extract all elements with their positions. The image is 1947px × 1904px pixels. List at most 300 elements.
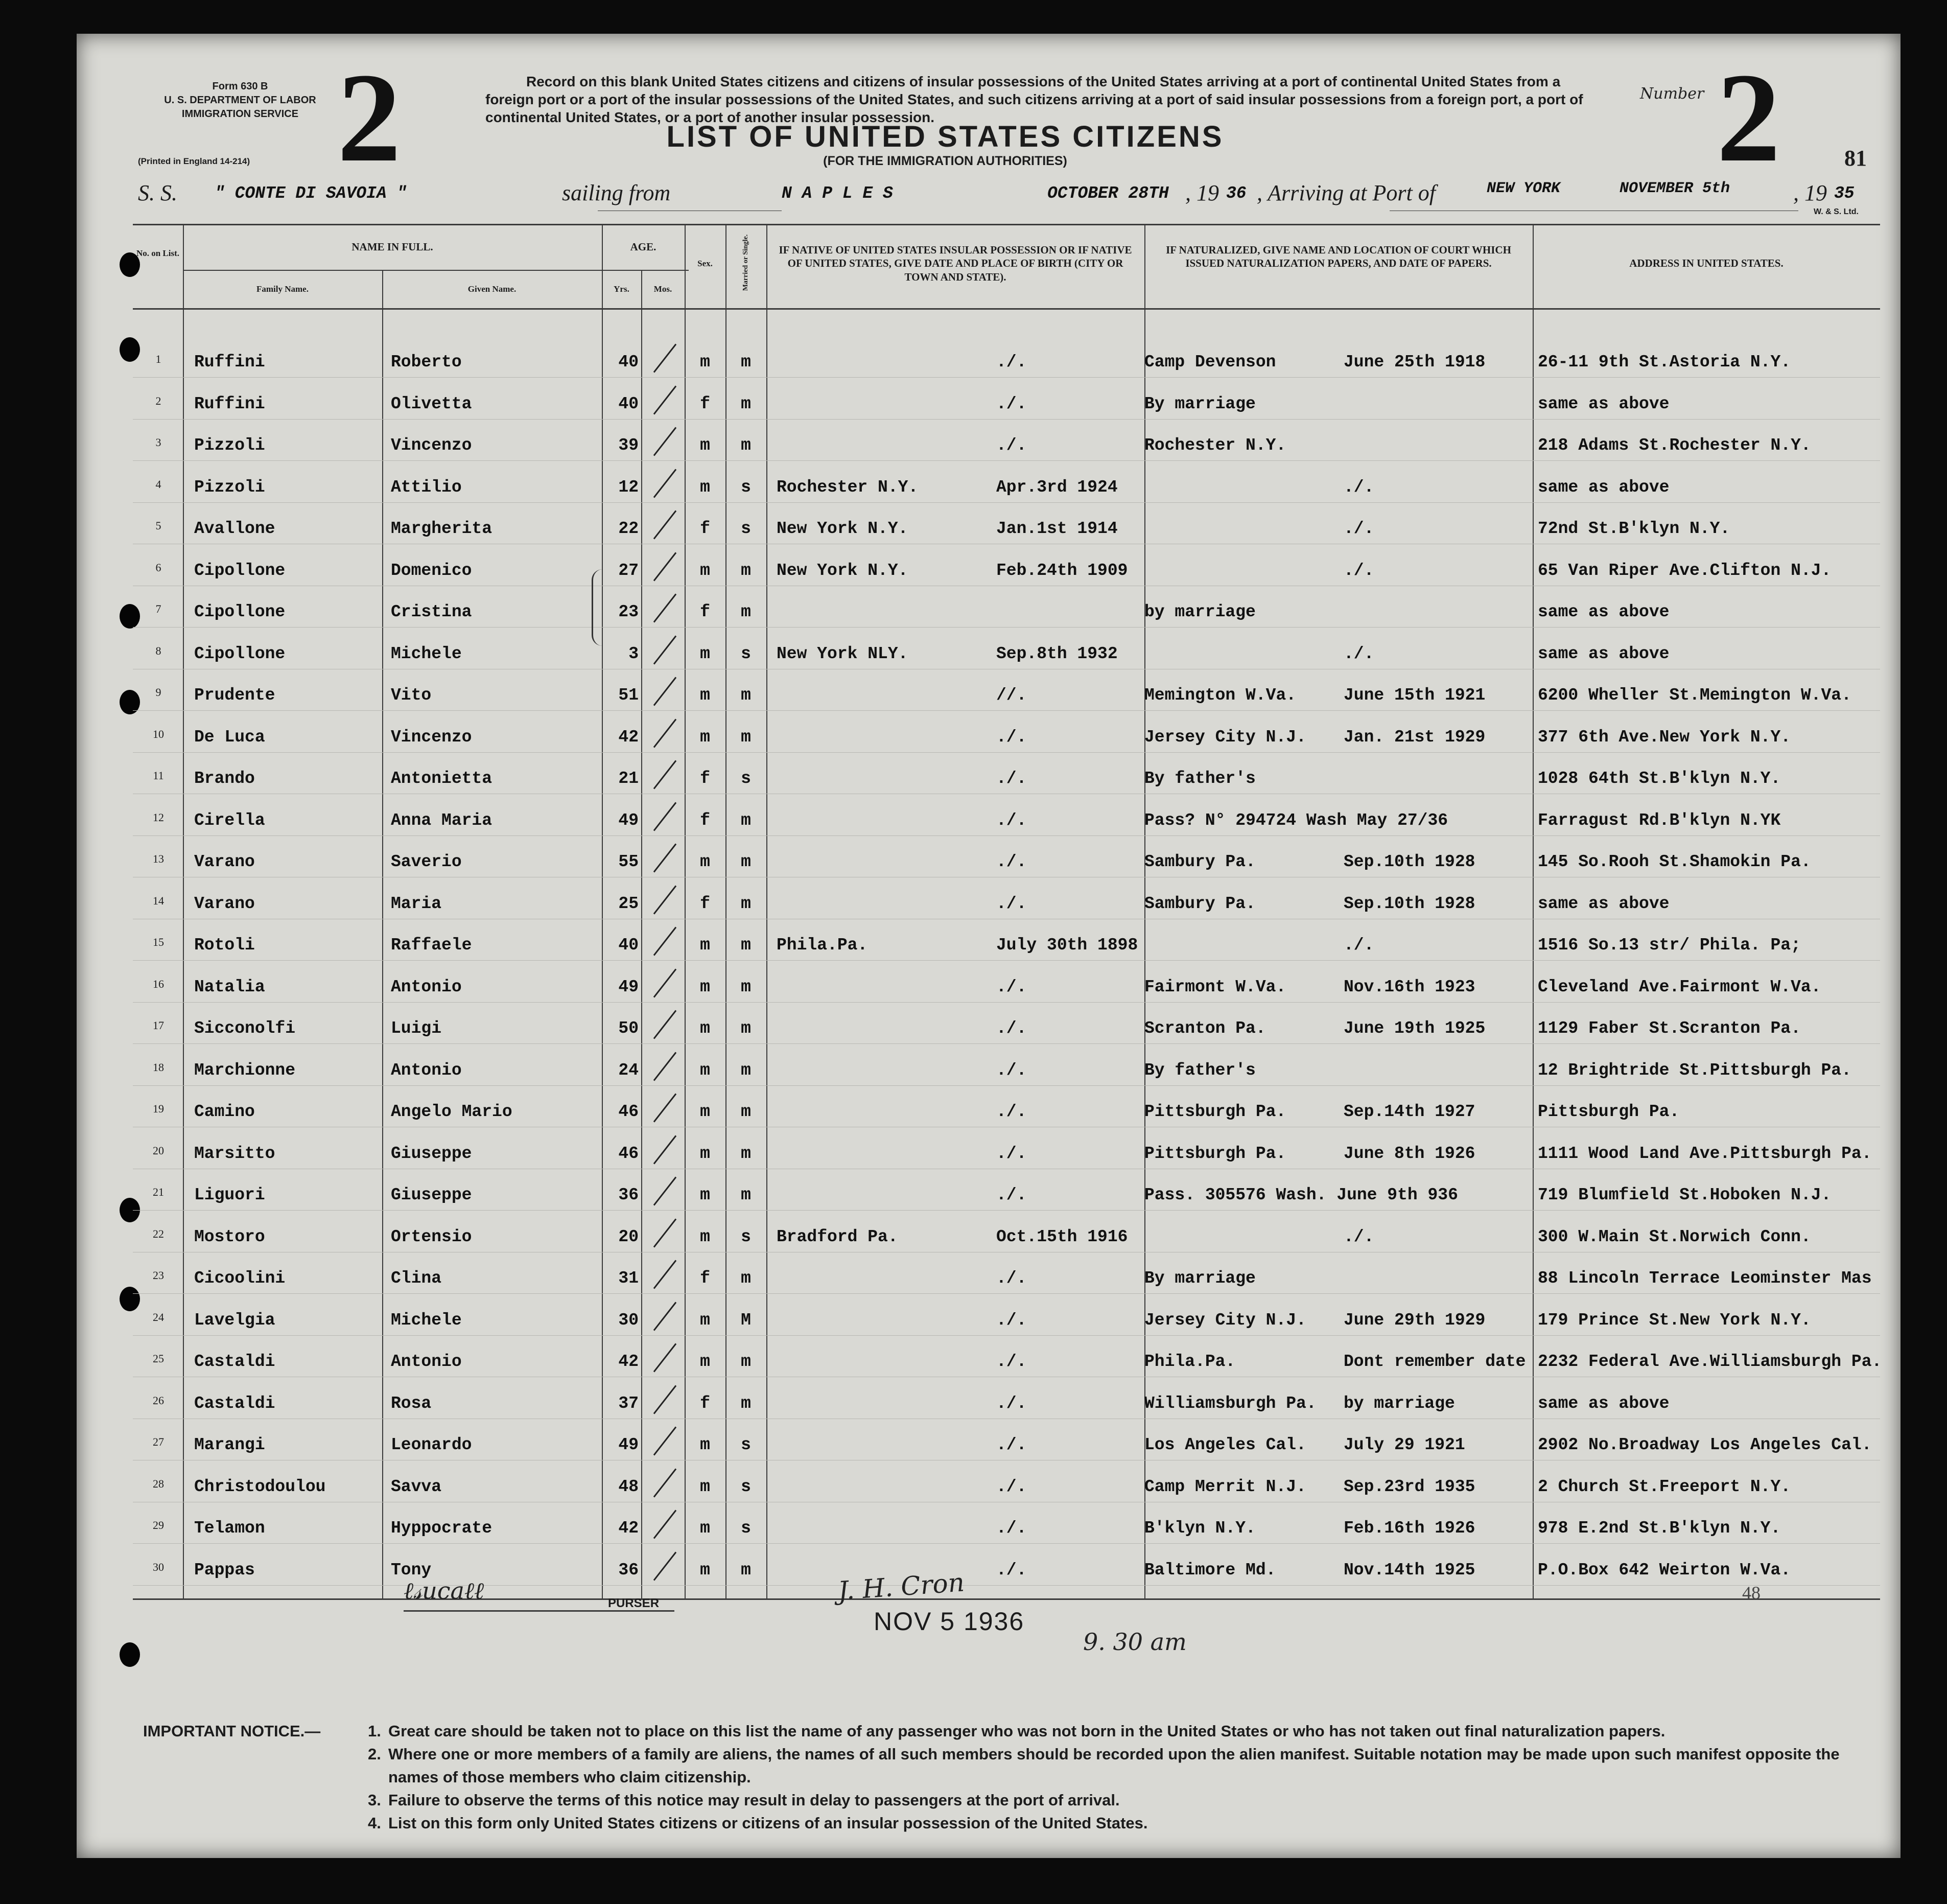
cell-ms: m xyxy=(741,936,751,955)
col-header-married: Married or Single. xyxy=(742,234,749,291)
cell-no: 10 xyxy=(153,727,164,740)
cell-court: Phila.Pa. xyxy=(1144,1352,1236,1371)
cell-family: Cipollone xyxy=(194,561,286,580)
inspector-signature: J. H. Cron xyxy=(837,1567,966,1606)
cell-given: Savva xyxy=(391,1477,442,1496)
cell-sex: m xyxy=(700,1352,710,1371)
cell-address: Farragust Rd.B'klyn N.YK xyxy=(1538,810,1781,830)
notice-item: 1. Great care should be taken not to place on this list the name of any passenger who was not born in the United States or who has not taken out final naturalization papers. xyxy=(368,1722,1665,1740)
cell-court-date: Feb.16th 1926 xyxy=(1344,1519,1475,1538)
cell-family: Telamon xyxy=(194,1519,265,1538)
cell-no: 19 xyxy=(153,1102,164,1115)
check-mark xyxy=(653,677,676,706)
cell-address: Cleveland Ave.Fairmont W.Va. xyxy=(1538,977,1821,996)
cell-family: Rotoli xyxy=(194,936,255,955)
check-mark xyxy=(653,843,676,872)
cell-family: Prudente xyxy=(194,686,275,705)
sail-year: 36 xyxy=(1226,184,1247,203)
cell-no: 23 xyxy=(153,1269,164,1282)
cell-age: 50 xyxy=(618,1019,639,1038)
cell-sex: f xyxy=(700,769,710,788)
cell-sex: m xyxy=(700,936,710,955)
row-rule xyxy=(133,1085,1880,1086)
cell-age: 46 xyxy=(618,1144,639,1163)
notice-item: 4. List on this form only United States citizens or citizens of an insular possession of the United States. xyxy=(368,1814,1148,1832)
cell-ms: m xyxy=(741,1102,751,1121)
check-mark xyxy=(653,718,676,748)
cell-ms: s xyxy=(741,519,751,538)
cell-family: Varano xyxy=(194,894,255,913)
cell-no: 30 xyxy=(153,1560,164,1573)
punch-hole xyxy=(120,1287,140,1311)
cell-ms: m xyxy=(741,1352,751,1371)
cell-court: Pass. 305576 Wash. June 9th 936 xyxy=(1144,1186,1458,1204)
cell-age: 3 xyxy=(628,644,639,663)
cell-court-date: Nov.16th 1923 xyxy=(1344,977,1475,996)
cell-court-date: June 19th 1925 xyxy=(1344,1019,1486,1038)
row-rule xyxy=(133,377,1880,378)
cell-sex: m xyxy=(700,353,710,371)
cell-court-date: June 8th 1926 xyxy=(1344,1144,1475,1163)
cell-given: Antonietta xyxy=(391,769,492,788)
cell-court: Sambury Pa. xyxy=(1144,894,1256,913)
cell-court-date: Sep.23rd 1935 xyxy=(1344,1477,1475,1496)
cell-sex: f xyxy=(700,810,710,830)
cell-address: Pittsburgh Pa. xyxy=(1538,1102,1680,1121)
port-from: N A P L E S xyxy=(782,184,893,203)
cell-sex: m xyxy=(700,1477,710,1496)
printer-mark: W. & S. Ltd. xyxy=(1814,207,1859,216)
cell-address: same as above xyxy=(1538,1394,1670,1413)
row-rule xyxy=(133,1293,1880,1294)
check-mark xyxy=(653,1135,676,1164)
check-mark xyxy=(653,1343,676,1372)
cell-birth-date: ./. xyxy=(996,436,1027,455)
cell-sex: m xyxy=(700,561,710,580)
cell-birth-date: ./. xyxy=(996,977,1027,996)
cell-family: Brando xyxy=(194,769,255,788)
notice-item: 2. Where one or more members of a family are aliens, the names of all such members should be recorded upon the alien manifest. Suitable notation may be made upon such manifest opposite the names of those members who claim citizenship. xyxy=(368,1745,1840,1786)
col-header-sex: Sex. xyxy=(697,259,713,268)
check-mark xyxy=(653,427,676,456)
cell-no: 8 xyxy=(155,644,161,657)
check-mark xyxy=(653,593,676,622)
port-to: NEW YORK xyxy=(1487,180,1561,197)
cell-family: Varano xyxy=(194,852,255,871)
cell-address: 719 Blumfield St.Hoboken N.J. xyxy=(1538,1186,1832,1204)
row-rule xyxy=(133,752,1880,753)
cell-birth-date: Sep.8th 1932 xyxy=(996,644,1118,663)
cell-sex: m xyxy=(700,1102,710,1121)
cell-given: Luigi xyxy=(391,1019,442,1038)
cell-address: same as above xyxy=(1538,644,1670,663)
cell-address: 218 Adams St.Rochester N.Y. xyxy=(1538,436,1811,455)
cell-birth-date: ./. xyxy=(996,353,1027,371)
cell-age: 30 xyxy=(618,1310,639,1330)
family-bracket xyxy=(592,569,602,646)
cell-ms: m xyxy=(741,1560,751,1580)
cell-no: 29 xyxy=(153,1519,164,1531)
cell-family: Pizzoli xyxy=(194,436,265,455)
cell-sex: m xyxy=(700,686,710,705)
cell-ms: s xyxy=(741,1519,751,1538)
cell-no: 15 xyxy=(153,936,164,948)
row-rule xyxy=(133,419,1880,420)
punch-hole xyxy=(120,604,140,629)
cell-court-date: July 29 1921 xyxy=(1344,1435,1465,1454)
cell-family: Cirella xyxy=(194,810,265,830)
cell-birth-date: ./. xyxy=(996,1269,1027,1288)
cell-address: 1129 Faber St.Scranton Pa. xyxy=(1538,1019,1801,1038)
cell-ms: m xyxy=(741,894,751,913)
cell-age: 25 xyxy=(618,894,639,913)
cell-no: 24 xyxy=(153,1310,164,1323)
cell-age: 42 xyxy=(618,1519,639,1538)
cell-given: Vincenzo xyxy=(391,727,472,747)
cell-address: 26-11 9th St.Astoria N.Y. xyxy=(1538,353,1791,371)
cell-court-date: Sep.14th 1927 xyxy=(1344,1102,1475,1121)
cell-birth-date: ./. xyxy=(996,1519,1027,1538)
cell-court: Pittsburgh Pa. xyxy=(1144,1102,1286,1121)
cell-address: 300 W.Main St.Norwich Conn. xyxy=(1538,1227,1811,1246)
arriving-label: , Arriving at Port of xyxy=(1257,180,1436,205)
cell-address: 88 Lincoln Terrace Leominster Mas xyxy=(1538,1269,1872,1288)
cell-age: 42 xyxy=(618,727,639,747)
check-mark xyxy=(653,1302,676,1331)
cell-given: Antonio xyxy=(391,1060,462,1080)
cell-birth-date: ./. xyxy=(996,1310,1027,1330)
cell-address: 145 So.Rooh St.Shamokin Pa. xyxy=(1538,852,1811,871)
cell-sex: m xyxy=(700,436,710,455)
cell-sex: f xyxy=(700,1394,710,1413)
cell-sex: m xyxy=(700,727,710,747)
cell-ms: m xyxy=(741,686,751,705)
cell-family: Cipollone xyxy=(194,602,286,621)
cell-address: 978 E.2nd St.B'klyn N.Y. xyxy=(1538,1519,1781,1538)
check-mark xyxy=(653,968,676,997)
printed-in-note: (Printed in England 14-214) xyxy=(138,156,250,166)
cell-ms: m xyxy=(741,353,751,371)
cell-ms: s xyxy=(741,1227,751,1246)
page-number: 81 xyxy=(1844,146,1867,171)
cell-birth-place: New York N.Y. xyxy=(777,561,908,580)
cell-court: Memington W.Va. xyxy=(1144,686,1297,705)
cell-court-date: Nov.14th 1925 xyxy=(1344,1560,1475,1580)
cell-age: 23 xyxy=(618,602,639,621)
check-mark xyxy=(653,343,676,373)
cell-no: 20 xyxy=(153,1144,164,1157)
cell-given: Michele xyxy=(391,1310,462,1330)
cell-age: 40 xyxy=(618,936,639,955)
col-header-address: ADDRESS IN UNITED STATES. xyxy=(1629,257,1784,269)
cell-sex: m xyxy=(700,1560,710,1580)
intro-text: Record on this blank United States citizens and citizens of insular possessions of the United States arriving at a port of continental United States from a foreign port or a port of the insular possessions of the United States, and such citizens arriving at a port of said insular possessions from a foreign port, a port of continental United States, or a port of another insular possession. xyxy=(485,74,1583,125)
form-info xyxy=(153,80,327,121)
cell-age: 36 xyxy=(618,1186,639,1204)
ship-name: " CONTE DI SAVOIA " xyxy=(215,184,407,203)
cell-age: 31 xyxy=(618,1269,639,1288)
check-mark xyxy=(653,385,676,414)
cell-family: Cipollone xyxy=(194,644,286,663)
cell-court: Rochester N.Y. xyxy=(1144,436,1286,455)
cell-court: Scranton Pa. xyxy=(1144,1019,1266,1038)
cell-address: 179 Prince St.New York N.Y. xyxy=(1538,1310,1811,1330)
cell-birth-date: ./. xyxy=(996,394,1027,413)
cell-no: 16 xyxy=(153,977,164,990)
cell-court: By marriage xyxy=(1144,394,1256,413)
arrival-year: 35 xyxy=(1834,184,1855,203)
notice-item: 3. Failure to observe the terms of this notice may result in delay to passengers at the port of arrival. xyxy=(368,1791,1120,1809)
cell-birth-place: Bradford Pa. xyxy=(777,1227,898,1246)
cell-address: 377 6th Ave.New York N.Y. xyxy=(1538,727,1791,747)
cell-given: Roberto xyxy=(391,353,462,371)
cell-given: Saverio xyxy=(391,852,462,871)
cell-family: Christodoulou xyxy=(194,1477,326,1496)
cell-given: Domenico xyxy=(391,561,472,580)
cell-given: Raffaele xyxy=(391,936,472,955)
cell-sex: m xyxy=(700,1519,710,1538)
col-header-family: Family Name. xyxy=(256,284,309,294)
cell-court-date: June 29th 1929 xyxy=(1344,1310,1486,1330)
cell-given: Hyppocrate xyxy=(391,1519,492,1538)
check-mark xyxy=(653,1260,676,1289)
cell-age: 46 xyxy=(618,1102,639,1121)
cell-court: Los Angeles Cal. xyxy=(1144,1435,1306,1454)
received-stamp: NOV 5 1936 xyxy=(874,1607,1025,1636)
check-mark xyxy=(653,760,676,789)
cell-family: Liguori xyxy=(194,1186,265,1204)
cell-no: 13 xyxy=(153,852,164,865)
cell-court: Baltimore Md. xyxy=(1144,1560,1276,1580)
cell-ms: m xyxy=(741,1394,751,1413)
cell-court: by marriage xyxy=(1144,602,1256,621)
check-mark xyxy=(653,635,676,664)
cell-family: De Luca xyxy=(194,727,265,747)
cell-given: Vincenzo xyxy=(391,436,472,455)
cell-age: 40 xyxy=(618,353,639,371)
cell-sex: m xyxy=(700,1310,710,1330)
cell-court: Pass? N° 294724 Wash May 27/36 xyxy=(1144,810,1448,830)
cell-birth-place: New York NLY. xyxy=(777,644,908,663)
cell-address: 6200 Wheller St.Memington W.Va. xyxy=(1538,686,1851,705)
form-number: Form 630 B xyxy=(212,81,268,92)
cell-address: same as above xyxy=(1538,394,1670,413)
cell-no: 21 xyxy=(153,1186,164,1198)
cell-ms: m xyxy=(741,1144,751,1163)
cell-birth-date: ./. xyxy=(996,1019,1027,1038)
cell-family: Castaldi xyxy=(194,1394,275,1413)
cell-court-date: Sep.10th 1928 xyxy=(1344,852,1475,871)
cell-family: Marangi xyxy=(194,1435,265,1454)
cell-address: 1111 Wood Land Ave.Pittsburgh Pa. xyxy=(1538,1144,1872,1163)
cell-birth-date: ./. xyxy=(996,1560,1027,1580)
check-mark xyxy=(653,1468,676,1497)
cell-age: 49 xyxy=(618,1435,639,1454)
cell-court-date: ./. xyxy=(1344,644,1374,663)
cell-address: 12 Brightride St.Pittsburgh Pa. xyxy=(1538,1060,1851,1080)
col-header-age: AGE. xyxy=(630,241,656,253)
cell-birth-date: ./. xyxy=(996,1435,1027,1454)
check-mark xyxy=(653,552,676,581)
check-mark xyxy=(653,1510,676,1539)
cell-birth-place: Phila.Pa. xyxy=(777,936,868,955)
cell-given: Cristina xyxy=(391,602,472,621)
cell-no: 5 xyxy=(155,519,161,532)
cell-address: 1516 So.13 str/ Phila. Pa; xyxy=(1538,936,1801,955)
row-rule xyxy=(133,835,1880,836)
punch-hole xyxy=(120,337,140,362)
cell-family: Marchionne xyxy=(194,1060,296,1080)
cell-court-date: June 25th 1918 xyxy=(1344,353,1486,371)
cell-address: 2 Church St.Freeport N.Y. xyxy=(1538,1477,1791,1496)
cell-age: 51 xyxy=(618,686,639,705)
cell-no: 4 xyxy=(155,477,161,491)
purser-label: PURSER xyxy=(608,1596,660,1610)
cell-no: 7 xyxy=(155,602,161,615)
cell-ms: m xyxy=(741,977,751,996)
cell-age: 55 xyxy=(618,852,639,871)
cell-ms: s xyxy=(741,644,751,663)
big-number-left: 2 xyxy=(337,47,401,189)
cell-no: 27 xyxy=(153,1435,164,1448)
important-notice xyxy=(143,1720,1860,1835)
cell-age: 24 xyxy=(618,1060,639,1080)
cell-no: 26 xyxy=(153,1394,164,1407)
check-mark xyxy=(653,1052,676,1081)
cell-age: 39 xyxy=(618,436,639,455)
cell-court-date: ./. xyxy=(1344,477,1374,497)
cell-address: P.O.Box 642 Weirton W.Va. xyxy=(1538,1560,1791,1580)
cell-given: Giuseppe xyxy=(391,1186,472,1204)
cell-court-date: ./. xyxy=(1344,561,1374,580)
cell-age: 49 xyxy=(618,977,639,996)
sailing-from-label: sailing from xyxy=(562,180,671,205)
cell-ms: M xyxy=(741,1310,751,1330)
cell-sex: m xyxy=(700,477,710,497)
cell-sex: m xyxy=(700,977,710,996)
cell-court-date: ./. xyxy=(1344,519,1374,538)
cell-given: Vito xyxy=(391,686,432,705)
check-mark xyxy=(653,510,676,539)
cell-court: Jersey City N.J. xyxy=(1144,1310,1306,1330)
cell-birth-date: ./. xyxy=(996,1477,1027,1496)
check-mark xyxy=(653,1551,676,1581)
cell-birth-place: New York N.Y. xyxy=(777,519,908,538)
cell-age: 48 xyxy=(618,1477,639,1496)
col-header-name: NAME IN FULL. xyxy=(351,241,433,253)
cell-family: Cicoolini xyxy=(194,1269,286,1288)
cell-court: By father's xyxy=(1144,769,1256,788)
big-number-right: 2 xyxy=(1717,47,1780,189)
row-rule xyxy=(133,502,1880,503)
cell-given: Margherita xyxy=(391,519,492,538)
cell-ms: m xyxy=(741,1269,751,1288)
cell-sex: m xyxy=(700,1186,710,1204)
cell-no: 25 xyxy=(153,1352,164,1365)
cell-address: 2902 No.Broadway Los Angeles Cal. xyxy=(1538,1435,1872,1454)
cell-court-date: Sep.10th 1928 xyxy=(1344,894,1475,913)
check-mark xyxy=(653,1426,676,1455)
cell-address: same as above xyxy=(1538,894,1670,913)
cell-birth-date: Oct.15th 1916 xyxy=(996,1227,1128,1246)
cell-age: 20 xyxy=(618,1227,639,1246)
cell-no: 22 xyxy=(153,1227,164,1240)
cell-sex: m xyxy=(700,1144,710,1163)
cell-family: Pappas xyxy=(194,1560,255,1580)
cell-birth-date: ./. xyxy=(996,1102,1027,1121)
cell-age: 40 xyxy=(618,394,639,413)
cell-ms: m xyxy=(741,436,751,455)
cell-no: 3 xyxy=(155,436,161,449)
cell-birth-date: Feb.24th 1909 xyxy=(996,561,1128,580)
row-rule xyxy=(133,1585,1880,1586)
cell-given: Olivetta xyxy=(391,394,472,413)
cell-family: Sicconolfi xyxy=(194,1019,296,1038)
col-header-birth: IF NATIVE OF UNITED STATES INSULAR POSSESSION OR IF NATIVE OF UNITED STATES, GIVE DATE AND PLACE OF BIRTH (CITY OR TOWN AND STATE). xyxy=(779,244,1132,283)
cell-age: 37 xyxy=(618,1394,639,1413)
cell-court-date: ./. xyxy=(1344,1227,1374,1246)
cell-birth-date: ./. xyxy=(996,727,1027,747)
cell-address: same as above xyxy=(1538,477,1670,497)
col-header-naturalized: IF NATURALIZED, GIVE NAME AND LOCATION OF COURT WHICH ISSUED NATURALIZATION PAPERS, AND DATE OF PAPERS. xyxy=(1166,244,1511,270)
cell-court-date: by marriage xyxy=(1344,1394,1455,1413)
cell-given: Antonio xyxy=(391,1352,462,1371)
cell-birth-date: ./. xyxy=(996,769,1027,788)
cell-family: Marsitto xyxy=(194,1144,275,1163)
cell-no: 18 xyxy=(153,1060,164,1074)
cell-birth-date: Jan.1st 1914 xyxy=(996,519,1118,538)
row-rule xyxy=(133,960,1880,961)
cell-given: Ortensio xyxy=(391,1227,472,1246)
ss-label: S. S. xyxy=(138,180,177,205)
cell-court-date: June 15th 1921 xyxy=(1344,686,1486,705)
cell-birth-date: ./. xyxy=(996,852,1027,871)
cell-sex: m xyxy=(700,1060,710,1080)
cell-birth-date: ./. xyxy=(996,810,1027,830)
cell-age: 36 xyxy=(618,1560,639,1580)
col-header-yrs: Yrs. xyxy=(614,284,629,294)
cell-court-date: ./. xyxy=(1344,936,1374,955)
cell-address: 1028 64th St.B'klyn N.Y. xyxy=(1538,769,1781,788)
cell-sex: m xyxy=(700,1227,710,1246)
row-rule xyxy=(133,1210,1880,1211)
check-mark xyxy=(653,1093,676,1122)
cell-age: 12 xyxy=(618,477,639,497)
cell-ms: s xyxy=(741,477,751,497)
check-mark xyxy=(653,802,676,831)
purser-signature: ℓ𝓈ucaℓℓ xyxy=(404,1577,484,1605)
cell-address: 65 Van Riper Ave.Clifton N.J. xyxy=(1538,561,1832,580)
cell-address: same as above xyxy=(1538,602,1670,621)
cell-ms: m xyxy=(741,1186,751,1204)
cell-family: Ruffini xyxy=(194,353,265,371)
cell-given: Angelo Mario xyxy=(391,1102,512,1121)
cell-sex: f xyxy=(700,894,710,913)
cell-sex: f xyxy=(700,1269,710,1288)
punch-hole xyxy=(120,1642,140,1667)
cell-ms: m xyxy=(741,1060,751,1080)
cell-no: 1 xyxy=(155,353,161,365)
department-line: IMMIGRATION SERVICE xyxy=(181,108,299,120)
cell-birth-date: Apr.3rd 1924 xyxy=(996,477,1118,497)
manifest-page xyxy=(77,34,1901,1858)
year-prefix: , 19 xyxy=(1185,180,1219,205)
hand-time: 9. 30 am xyxy=(1083,1628,1187,1656)
sail-date: OCTOBER 28TH xyxy=(1047,184,1169,203)
col-header-given: Given Name. xyxy=(467,284,517,294)
cell-given: Clina xyxy=(391,1269,442,1288)
cell-given: Leonardo xyxy=(391,1435,472,1454)
